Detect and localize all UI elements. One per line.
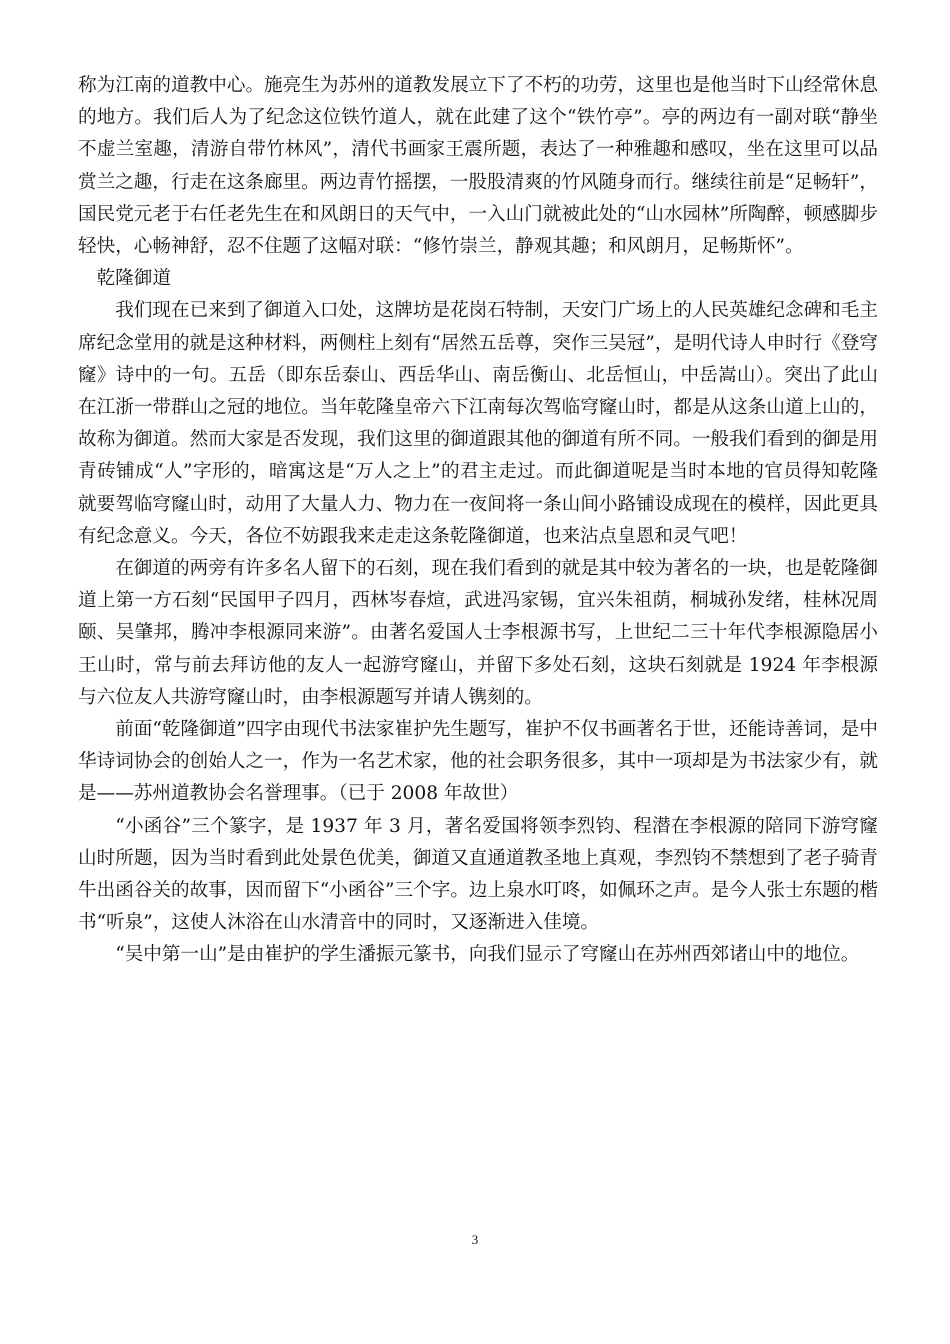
- document-page: [78, 70, 878, 972]
- paragraph-cui-hu-inscription: 前面“乾隆御道”四字由现代书法家崔护先生题写，崔护不仅书画著名于世，还能诗善词，是中华诗词协会的创始人之一，作为一名艺术家，他的社会职务很多，其中一项却是为书法家少有，就是——苏州道教协会名誉理事。（已于 2008 年故世）: [78, 719, 878, 805]
- section-heading-qianlong-road: 乾隆御道: [96, 268, 171, 290]
- paragraph-wuzhong-first-mountain: “吴中第一山”是由崔护的学生潘振元篆书，向我们显示了穹窿山在苏州西郊诸山中的地位。: [115, 944, 860, 966]
- paragraph-imperial-road-entrance: 我们现在已来到了御道入口处，这牌坊是花岗石特制，天安门广场上的人民英雄纪念碑和毛主席纪念堂用的就是这种材料，两侧柱上刻有“居然五岳尊，突作三吴冠”，是明代诗人申时行《登穹窿》诗中的一句。五岳（即东岳泰山、西岳华山、南岳衡山、北岳恒山，中岳嵩山）。突出了此山在江浙一带群山之冠的地位。当年乾隆皇帝六下江南每次驾临穹窿山时，都是从这条山道上山的，故称为御道。然而大家是否发现，我们这里的御道跟其他的御道有所不同。一般我们看到的御是用青砖铺成“人”字形的，暗寓这是“万人之上”的君主走过。而此御道呢是当时本地的官员得知乾隆就要驾临穹窿山时，动用了大量人力、物力在一夜间将一条山间小路铺设成现在的模样，因此更具有纪念意义。今天，各位不妨跟我来走走这条乾隆御道，也来沾点皇恩和灵气吧！: [78, 300, 878, 547]
- paragraph-tiezhu-pavilion: 称为江南的道教中心。施亮生为苏州的道教发展立下了不朽的功劳，这里也是他当时下山经常休息的地方。我们后人为了纪念这位铁竹道人，就在此建了这个“铁竹亭”。亭的两边有一副对联“静坐不虚兰室趣，清游自带竹林风”，清代书画家王震所题，表达了一种雅趣和感叹，坐在这里可以品赏兰之趣，行走在这条廊里。两边青竹摇摆，一股股清爽的竹风随身而行。继续往前是“足畅轩”，国民党元老于右任老先生在和风朗日的天气中，一入山门就被此处的“山水园林”所陶醉，顿感脚步轻快，心畅神舒，忍不住题了这幅对联：“修竹崇兰，静观其趣；和风朗月，足畅斯怀”。: [78, 75, 878, 258]
- paragraph-stone-carving: 在御道的两旁有许多名人留下的石刻，现在我们看到的就是其中较为著名的一块，也是乾隆御道上第一方石刻“民国甲子四月，西林岑春煊，武进冯家锡，宜兴朱祖荫，桐城孙发绪，桂林况周颐、吴肇邦，腾冲李根源同来游”。由著名爱国人士李根源书写，上世纪二三十年代李根源隐居小王山时，常与前去拜访他的友人一起游穹窿山，并留下多处石刻，这块石刻就是 1924 年李根源与六位友人共游穹窿山时，由李根源题写并请人镌刻的。: [78, 558, 878, 708]
- page-number: 3: [471, 1232, 479, 1247]
- paragraph-xiao-hangu: “小函谷”三个篆字，是 1937 年 3 月，著名爱国将领李烈钧、程潜在李根源的陪同下游穹窿山时所题，因为当时看到此处景色优美，御道又直通道教圣地上真观，李烈钧不禁想到了老子骑青牛出函谷关的故事，因而留下“小函谷”三个字。边上泉水叮咚，如佩环之声。是今人张士东题的楷书“听泉”，这使人沐浴在山水清音中的同时，又逐渐进入佳境。: [78, 815, 878, 934]
